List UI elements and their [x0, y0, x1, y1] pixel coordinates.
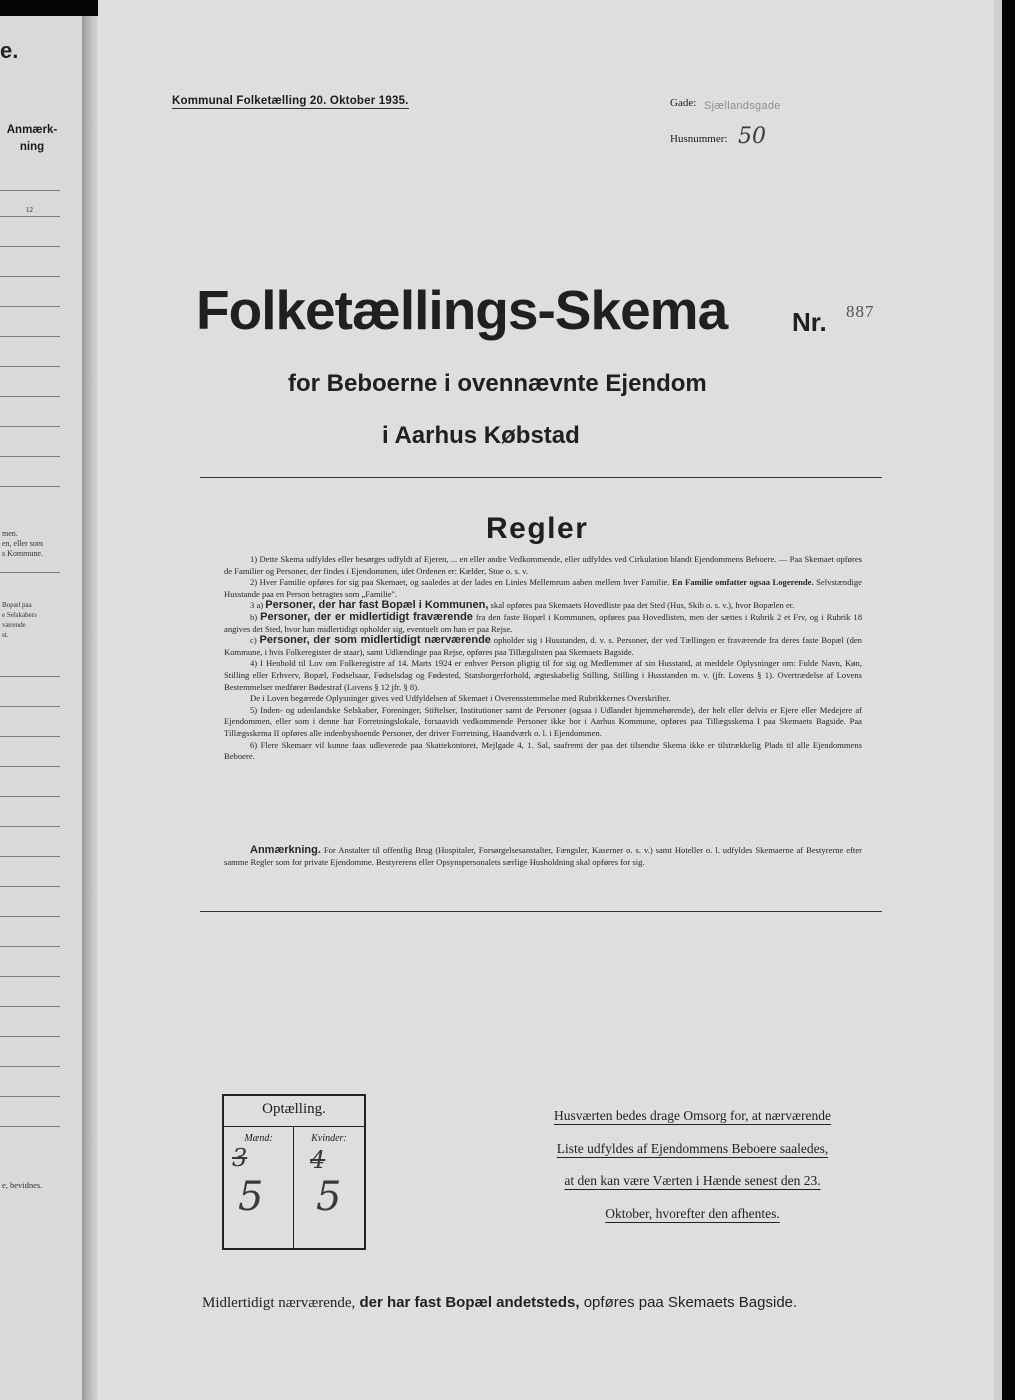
rule-3a: 3 a) Personer, der har fast Bopæl i Kommunen, skal opføres paa Skemaets Hovedliste paa det Sted (Hus, Skib o. s. v.), hvor Bopælen er. — [250, 599, 795, 612]
rules-heading: Regler — [486, 512, 589, 545]
remark-divider — [200, 911, 882, 912]
left-note-1: men. en, eller som s Kommune. — [2, 529, 44, 558]
left-note-bottom: e, bevidnes. — [2, 1180, 43, 1190]
remark-text: For Anstalter til offentlig Brug (Hospitaler, Forsørgelsesanstalter, Fængsler, Kaserner o. s. v.) samt Hoteller o. l. udfyldes Skemaerne af Bestyrerne efter samme Regler som for private Ejendomme. Bestyrerens eller Opsynspersonalets særlige Husholdning skal opføres for sig. — [224, 845, 862, 867]
rule-3c: c) Personer, der som midlertidigt nærværende opholder sig i Husstanden, d. v. s. Personer, der ved Tællingen er fraværende fra deres faste Bopæl (den Kommune, i hvis Folkeregister de staar), samt Udlændinge paa Rejse, opføres paa Tillægslisten paa Skemaets Bagside. — [224, 634, 862, 657]
column-number: 12 — [26, 206, 33, 214]
notice-line-2: Liste udfyldes af Ejendommens Beboere saaledes, — [556, 1140, 829, 1156]
form-subtitle-1: for Beboerne i ovennævnte Ejendom — [288, 370, 707, 397]
remark-label: Anmærkning. — [250, 844, 321, 856]
men-count: 5 — [238, 1174, 264, 1220]
rule-1: 1) Dette Skema udfyldes eller besørges udfyldt af Ejeren, ... en eller andre Vedkommende, eller udfyldes ved Cirkulation blandt Ejendommens Beboere. — Paa Skemaet opføres de Familier og Personer, der findes i Ejendommen, idet Ordenen er: Kælder, Stue o. s. v. — [224, 554, 862, 576]
rule-4: 4) I Henhold til Lov om Folkeregistre af 14. Marts 1924 er enhver Person pligtig til for sig og Medlemmer af sin Husstand, at meddele Oplysninger om: Fulde Navn, Køn, Stilling eller Erhverv, Bopæl, Fødselsaar, Fødselsdag og Fødested, Statsborgerforhold, ægteskabelig Stilling, Stilling i Husstanden m. v. (jfr. Lovens § 1). Overtrædelse af Lovens Bestemmelser medfører Bødestraf (Lovens § 12 jfr. § 8). — [224, 658, 862, 692]
form-subtitle-2: i Aarhus Købstad — [382, 422, 580, 449]
women-count: 5 — [316, 1174, 342, 1220]
street-value: Sjællandsgade — [704, 100, 781, 112]
women-label: Kvinder: — [311, 1133, 347, 1144]
census-title: Kommunal Folketælling 20. Oktober 1935. — [172, 95, 409, 107]
women-count-struck: 4 — [310, 1146, 326, 1174]
count-box-title: Optælling. — [262, 1101, 326, 1117]
footer-post: opføres paa Skemaets Bagside. — [583, 1294, 798, 1311]
remark-note — [224, 845, 862, 868]
rules-text — [224, 554, 862, 763]
notice-line-4: Oktober, hvorefter den afhentes. — [605, 1205, 780, 1221]
form-number-value: 887 — [846, 302, 875, 321]
house-number-value: 50 — [738, 124, 766, 149]
count-box-divider — [293, 1126, 294, 1248]
form-number-label: Nr. — [792, 307, 827, 337]
rule-5: 5) Inden- og udenlandske Selskaber, Foreninger, Stiftelser, Institutioner samt de Personer (ogsaa i Udlandet hjemmehørende), der helt eller delvis er Ejere eller Medejere af Ejendommen, eller som i denne har Forretningslokale, forsaavidt vedkommende Personer ikke bor i Aarhus Kommune, opføres paa Tillægsskema I paa Skemaets Bagside. Paa Tillægsskema II opføres alle indenbysboende Personer, der driver Forretning, Haandværk o. l. i Ejendommen. — [224, 704, 862, 738]
remarks-header-line2: ning — [19, 141, 45, 153]
notice-line-3: at den kan være Værten i Hænde senest den 23. — [564, 1173, 821, 1188]
count-box — [222, 1094, 366, 1250]
remarks-header-line1: Anmærk- — [6, 124, 58, 136]
notice-line-1: Husværten bedes drage Omsorg for, at nærværende — [553, 1108, 832, 1123]
left-page-partial-title: e. — [0, 38, 19, 63]
remarks-column-header — [4, 122, 60, 156]
men-count-struck: 3 — [232, 1144, 248, 1172]
house-number-label: Husnummer: — [670, 133, 728, 145]
title-divider — [200, 477, 882, 478]
left-note-2: Bopæl paa e Selskabers værende st. — [2, 601, 37, 639]
landlord-notice — [520, 1100, 865, 1230]
street-label: Gade: — [670, 97, 697, 109]
men-label: Mænd: — [244, 1133, 273, 1144]
footer-note — [202, 1294, 882, 1312]
rule-4b: De i Loven begærede Oplysninger gives ved Udfyldelsen af Skemaet i Overensstemmelse med Rubrikkernes Overskrifter. — [250, 693, 671, 704]
rule-2: 2) Hver Familie opføres for sig paa Skemaet, og saaledes at der lades en Linies Mellemrum aaben mellem hver Familie. En Familie omfatter ogsaa Logerende. Selvstændige Husstande paa en Person betragtes som „Familie". — [224, 577, 862, 599]
left-page-fragment — [0, 16, 82, 1400]
form-title: Folketællings-Skema — [196, 279, 728, 341]
footer-bold: der har fast Bopæl andetsteds, — [359, 1294, 580, 1311]
footer-pre: Midlertidigt nærværende, — [202, 1295, 356, 1311]
page-right-edge — [994, 0, 1002, 1400]
rule-6: 6) Flere Skemaer vil kunne faas udleverede paa Skattekontoret, Mejlgade 4, 1. Sal, saafremt der paa det tilsendte Skema ikke er tilstrækkelig Plads til alle Ejendommens Beboere. — [224, 739, 862, 762]
rule-3b: b) Personer, der er midlertidigt fraværende fra den faste Bopæl i Kommunen, opføres paa Hovedlisten, men der sættes i Rubrik 2 et Frv, og i Rubrik 18 angives det Sted, hvor han midlertidigt opholder sig, eventuelt om han er paa Rejse. — [224, 610, 862, 634]
